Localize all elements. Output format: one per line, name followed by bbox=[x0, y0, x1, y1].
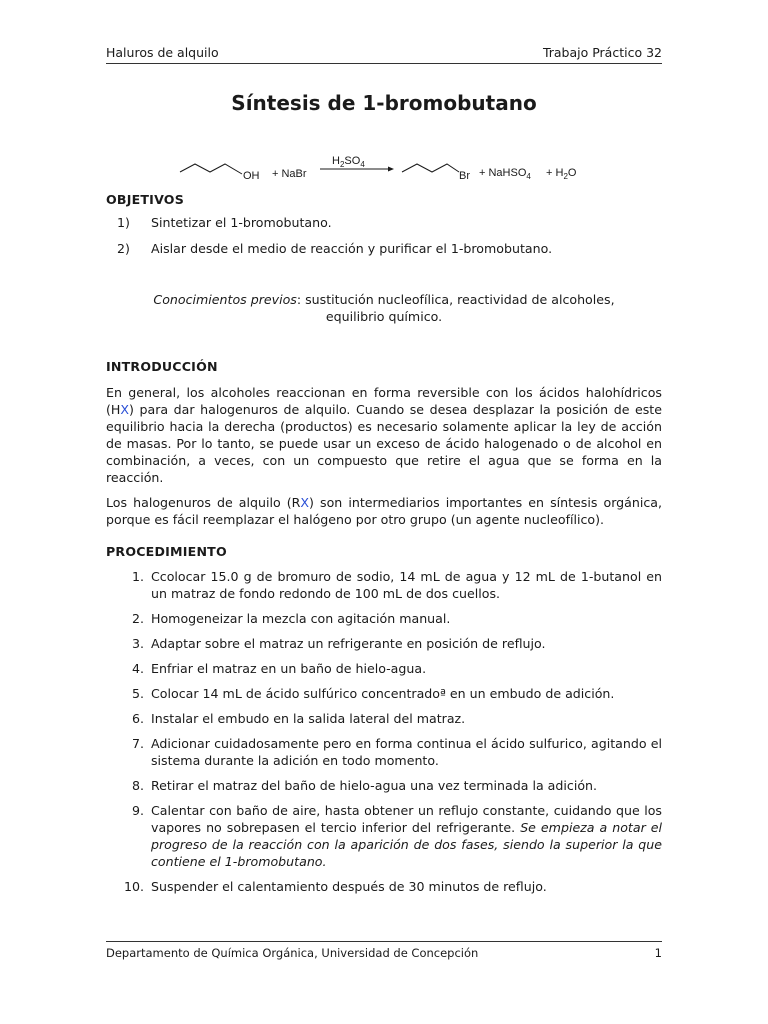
page-header bbox=[106, 45, 662, 63]
previos-label: Conocimientos previos bbox=[153, 292, 297, 307]
step-number: 7. bbox=[131, 736, 144, 751]
introduccion-heading: INTRODUCCIÓN bbox=[106, 359, 218, 374]
intro-text: ) son intermediarios importantes en síntesis orgánica, porque es fácil reemplazar el halógeno por otro grupo (un agente nucleofílico). bbox=[106, 495, 662, 527]
step-text: Ccolocar 15.0 g de bromuro de sodio, 14 mL de agua y 12 mL de 1-butanol en un matraz de fondo redondo de 100 mL de dos cuellos. bbox=[151, 569, 662, 601]
procedimiento-step bbox=[106, 685, 662, 702]
procedimiento-step bbox=[106, 735, 662, 769]
procedimiento-step bbox=[106, 568, 662, 602]
step-number: 3. bbox=[131, 636, 144, 651]
br-label: Br bbox=[459, 170, 470, 182]
bromobutane-skeleton bbox=[402, 164, 459, 172]
objetivo-item bbox=[106, 240, 662, 257]
objetivos-heading: OBJETIVOS bbox=[106, 192, 184, 207]
conocimientos-previos bbox=[126, 291, 642, 325]
introduccion-section bbox=[106, 358, 662, 528]
procedimiento-step bbox=[106, 635, 662, 652]
header-rule bbox=[106, 63, 662, 64]
arrow-head bbox=[388, 167, 394, 172]
procedimiento-heading: PROCEDIMIENTO bbox=[106, 544, 227, 559]
oh-label: OH bbox=[243, 170, 260, 182]
catalyst-label: $H_2SO_4$ bbox=[332, 155, 365, 169]
step-number: 1. bbox=[131, 569, 144, 584]
nabr-label: + NaBr bbox=[272, 168, 307, 180]
step-text: Adaptar sobre el matraz un refrigerante en posición de reflujo. bbox=[151, 636, 546, 651]
step-number: 10. bbox=[123, 879, 144, 894]
header-left: Haluros de alquilo bbox=[106, 45, 219, 60]
page-number: 1 bbox=[654, 946, 662, 960]
procedimiento-step bbox=[106, 710, 662, 727]
step-number: 5. bbox=[131, 686, 144, 701]
page-title: Síntesis de 1-bromobutano bbox=[231, 91, 537, 115]
reaction-scheme bbox=[0, 148, 768, 188]
previos-text: : sustitución nucleofílica, reactividad de alcoholes, equilibrio químico. bbox=[296, 292, 615, 324]
step-text: Calentar con baño de aire, hasta obtener un reflujo constante, cuidando que los vapores no sobrepasen el tercio inferior del refrigerante. bbox=[151, 803, 662, 835]
step-text: Colocar 14 mL de ácido sulfúrico concentradoª en un embudo de adición. bbox=[151, 686, 615, 701]
procedimiento-step bbox=[106, 660, 662, 677]
step-note: Se empieza a notar el progreso de la reacción con la aparición de dos fases, siendo la superior la que contiene el 1-bromobutano. bbox=[151, 820, 663, 869]
objetivos-section bbox=[106, 191, 662, 257]
step-text: Suspender el calentamiento después de 30 minutos de reflujo. bbox=[151, 879, 547, 894]
step-text: Homogeneizar la mezcla con agitación manual. bbox=[151, 611, 451, 626]
step-number: 6. bbox=[131, 711, 144, 726]
objetivo-text: Aislar desde el medio de reacción y purificar el 1-bromobutano. bbox=[151, 241, 553, 256]
page-footer bbox=[106, 946, 662, 960]
procedimiento-step bbox=[106, 802, 662, 870]
step-number: 8. bbox=[131, 778, 144, 793]
procedimiento-list bbox=[106, 568, 662, 895]
footer-department: Departamento de Química Orgánica, Universidad de Concepción bbox=[106, 946, 479, 960]
nahso4-label: + NaHSO$_4$ bbox=[479, 167, 531, 181]
intro-text: ) para dar halogenuros de alquilo. Cuando se desea desplazar la posición de este equilibrio hacia la derecha (productos) es necesario solamente aplicar la ley de acción de masas. Por lo tanto, se puede usar un exceso de ácido halogenado o de alcohol en combinación, a veces, con un compuesto que retire el agua que se forma en la reacción. bbox=[106, 402, 662, 485]
step-text: Adicionar cuidadosamente pero en forma continua el ácido sulfurico, agitando el sistema durante la adición en todo momento. bbox=[151, 736, 662, 768]
procedimiento-step bbox=[106, 878, 662, 895]
footer-rule bbox=[106, 941, 662, 942]
procedimiento-step bbox=[106, 610, 662, 627]
objetivo-text: Sintetizar el 1-bromobutano. bbox=[151, 215, 332, 230]
halogen-x: X bbox=[120, 402, 130, 417]
intro-paragraph bbox=[106, 494, 662, 528]
step-text: Instalar el embudo en la salida lateral del matraz. bbox=[151, 711, 466, 726]
water-label: + $H_2O$ bbox=[546, 167, 577, 181]
step-number: 9. bbox=[131, 803, 144, 818]
objetivo-number: 1) bbox=[117, 215, 130, 230]
butanol-skeleton bbox=[180, 164, 242, 174]
intro-paragraph bbox=[106, 384, 662, 486]
procedimiento-section bbox=[106, 543, 662, 895]
step-number: 4. bbox=[131, 661, 144, 676]
procedimiento-step bbox=[106, 777, 662, 794]
objetivo-item bbox=[106, 214, 662, 231]
objetivo-number: 2) bbox=[117, 241, 130, 256]
header-right: Trabajo Práctico 32 bbox=[542, 45, 662, 60]
step-text: Retirar el matraz del baño de hielo-agua una vez terminada la adición. bbox=[151, 778, 598, 793]
step-text: Enfriar el matraz en un baño de hielo-agua. bbox=[151, 661, 427, 676]
halogen-x: X bbox=[300, 495, 310, 510]
intro-text: Los halogenuros de alquilo (R bbox=[106, 495, 301, 510]
intro-text: En general, los alcoholes reaccionan en forma reversible con los ácidos halohídricos (H bbox=[106, 385, 662, 417]
step-number: 2. bbox=[131, 611, 144, 626]
